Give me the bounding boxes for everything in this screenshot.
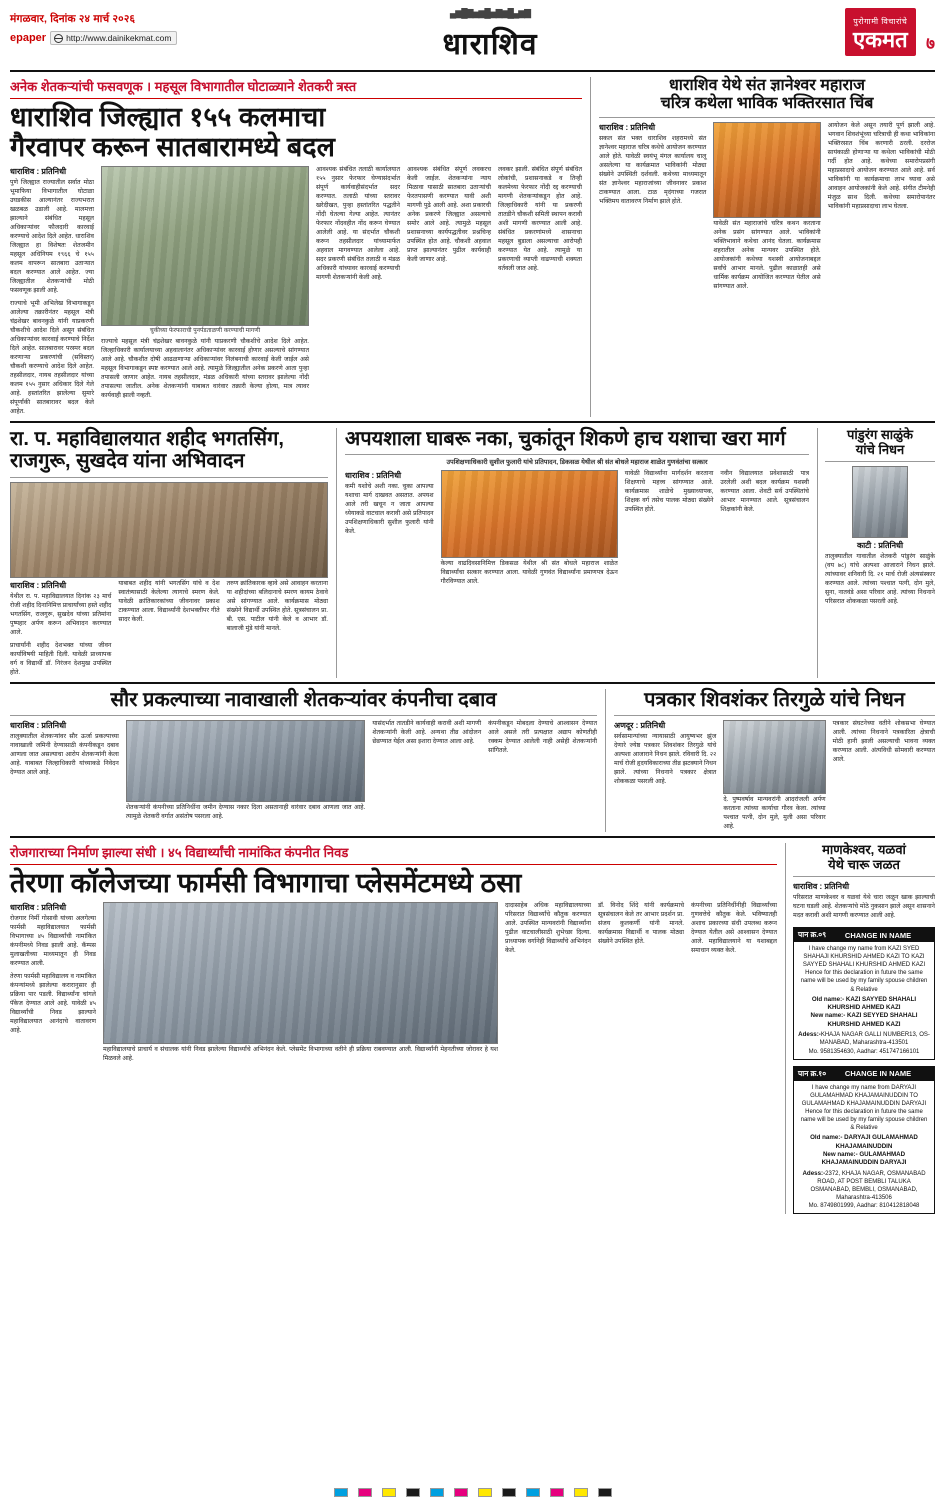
apayshala-subhead: उपशिक्षणाधिकारी सुशील फुलारी यांचे प्रतिपादन, डिकसळ येथील श्री संत बोधले महाराज शाळेत गुणवंतांचा सत्कार bbox=[446, 459, 708, 467]
dnyaneshwar-byline: धाराशिव : प्रतिनिधी bbox=[599, 122, 656, 132]
apayshala-story bbox=[336, 428, 809, 678]
notice-2-old-name: DARYAJI GULAMAHMAD KHAJAMAINUDDIN bbox=[835, 1134, 918, 1150]
lead-col-4 bbox=[407, 166, 491, 417]
tirgule-col-2 bbox=[723, 720, 825, 832]
bhagatsingh-col-2 bbox=[118, 580, 219, 678]
apayshala-col-4 bbox=[720, 470, 809, 587]
color-swatch bbox=[430, 1488, 444, 1497]
lead-col-5 bbox=[498, 166, 582, 417]
notice-2-ref: पान क्र.१० bbox=[798, 1068, 827, 1078]
tirgule-col-1 bbox=[614, 720, 716, 832]
epaper-label: epaper bbox=[10, 32, 47, 44]
notice-1-new-label: New name:- bbox=[810, 1012, 846, 1020]
salunke-rule bbox=[825, 461, 935, 462]
bhagatsingh-col-3 bbox=[227, 580, 328, 678]
dnyaneshwar-col-1 bbox=[599, 122, 706, 292]
lead-columns bbox=[10, 166, 582, 417]
bhagatsingh-text-2: प्राचार्यांनी शहीद देशभक्त यांच्या जीवन कार्याविषयी माहिती दिली. यावेळी प्राध्यापक वर्ग व विद्यार्थी डॉ. निरंजन देशमुख उपस्थित होते. bbox=[10, 641, 112, 676]
masthead-divider bbox=[10, 70, 935, 72]
placement-columns bbox=[10, 902, 777, 1064]
website-url-chip[interactable] bbox=[50, 31, 177, 45]
globe-icon bbox=[54, 34, 63, 43]
section-divider-3 bbox=[10, 836, 935, 838]
page-number: ७ bbox=[926, 34, 935, 54]
section-divider-1 bbox=[10, 421, 935, 423]
apayshala-text-4: नवीन विद्यालयात प्रवेशासाठी पात्र उरलेली अशी बदल कार्यक्रम यशस्वी करण्यात आला. शेवटी सर्व उपस्थितांचे आभार मानण्यात आले. सूत्रसंचालन शिक्षकांनी केले. bbox=[720, 469, 809, 513]
tirgule-portrait bbox=[723, 720, 825, 794]
apayshala-col-3 bbox=[625, 470, 714, 587]
color-swatch bbox=[598, 1488, 612, 1497]
jalat-text-1: परिसरात माणकेश्वर व यळवां येथे चारा जळून खाक झाल्याची घटना घडली आहे. शेतकऱ्यांचे मोठे नुकसान झाले असून शासनाने मदत करावी अशी मागणी करण्यात आली आहे. bbox=[793, 894, 935, 920]
dnyaneshwar-headline-line2: चरित्र कथेला भाविक भक्तिरसात चिंब bbox=[660, 94, 874, 112]
apayshala-text-3: यावेळी विद्यार्थ्यांना मार्गदर्शन करताना शिक्षणाचे महत्त्व सांगण्यात आले. कार्यक्रमास शाळेचे मुख्याध्यापक, शिक्षक वर्ग तसेच पालक मोठ्या संख्येने उपस्थित होते. bbox=[624, 469, 714, 513]
apayshala-rule bbox=[345, 454, 809, 455]
bhagatsingh-text-1: येथील रा. प. महाविद्यालयात दिनांक २३ मार्च रोजी शहीद दिनानिमित्त प्राचार्यांच्या हस्ते शहीद भगतसिंग, राजगुरू, सुखदेव यांच्या प्रतिमांना पुष्पहार अर्पण करून अभिवादन करण्यात आले. bbox=[10, 592, 112, 636]
lead-text-4: आवश्यक संबंधित संपूर्ण लवकरच केली जाईल. शेतकऱ्यांना न्याय मिळावा यासाठी सातबारा उताऱ्यांची फेरतपासणी करण्यात यावी अशी मागणी पुढे आली आहे. अशा प्रकारची अनेक प्रकरणे जिल्ह्यात असल्याचे समोर आले आहे. त्यामुळे महसूल प्रशासनाच्या कार्यपद्धतीवर प्रश्नचिन्ह उपस्थित होत आहे. चौकशी अहवाल प्राप्त झाल्यानंतर पुढील कार्यवाही केली जाणार आहे. bbox=[407, 166, 491, 264]
solar-col-4 bbox=[488, 720, 597, 822]
solar-photo bbox=[126, 720, 365, 802]
placement-text-5: डॉ. विनोद शिंदे यांनी कार्यक्रमाचे सूत्रसंचालन केले तर आभार प्रदर्शन प्रा. संजय कुलकर्णी यांनी मानले. कार्यक्रमास विद्यार्थी व पालक मोठ्या संख्येने उपस्थित होते. bbox=[598, 902, 684, 946]
lead-headline-line1: धाराशिव जिल्ह्यात १५५ कलमाचा bbox=[10, 102, 326, 132]
apayshala-columns bbox=[345, 470, 809, 587]
color-swatch bbox=[526, 1488, 540, 1497]
notice-1-old-name: KAZI SAYYED SHAHALI KHURSHID AHMED KAZI bbox=[827, 995, 917, 1011]
ekmat-name: एकमत bbox=[852, 27, 908, 52]
lead-text-3: आवश्यक संबंधित तलाठी कार्यालयात १५५ नुसार फेरफार घेण्यासंदर्भात संपूर्ण कार्यवाहीसंदर्भात सदर करण्यात. तलाठी यांच्या स्तरावर खरेदीखत, पुन्हा हस्तांतरित पद्धतीने नोंदी घेतल्या गेल्या आहेत. त्यानंतर फेरफार नोंदवहीत नोंद करून घेण्यात आलेली आहे. या संदर्भात चौकशी करून तहसीलदार यांच्यामार्फत अहवाल मागवण्यात आलेला आहे. सदर प्रकरणी संबंधित तलाठी व मंडळ अधिकारी यांच्यावर कारवाई करण्याची मागणी शेतकऱ्यांनी केली आहे. bbox=[316, 166, 400, 282]
masthead-center bbox=[260, 8, 720, 60]
jalat-byline: धाराशिव : प्रतिनिधी bbox=[793, 882, 850, 892]
placement-col-4 bbox=[598, 902, 684, 1064]
apayshala-col-1 bbox=[345, 470, 434, 587]
solar-col-1 bbox=[10, 720, 119, 822]
bhagatsingh-text-4: तरुण क्रांतिकारक व्हावे असे आवाहन करताना या शहीदांच्या बलिदानाचे स्मरण कायम ठेवावे असे सांगण्यात आले. कार्यक्रमास मोठ्या संख्येने विद्यार्थी उपस्थित होते. सूत्रसंचालन प्रा. बी. एस. पाटील यांनी केले व आभार डॉ. बालाजी मुंडे यांनी मानले. bbox=[226, 579, 328, 632]
notice-1-body bbox=[794, 942, 934, 1059]
solar-rule bbox=[10, 715, 597, 716]
apayshala-byline: धाराशिव : प्रतिनिधी bbox=[345, 470, 402, 480]
color-swatch bbox=[358, 1488, 372, 1497]
lead-story bbox=[10, 77, 582, 417]
bhagatsingh-col-1 bbox=[10, 580, 111, 678]
tirgule-text-3: पत्रकार संघटनेच्या वतीने शोकसभा घेण्यात आली. त्यांच्या निधनाने पत्रकारिता क्षेत्राची मोठी हानी झाली असल्याची भावना व्यक्त करण्यात आली. अंत्यविधी सोमवारी करण्यात आले. bbox=[832, 720, 935, 764]
salunke-text-1: तालुक्यातील गावातील शेतकरी पांडुरंग साळुंके (वय ७८) यांचे अल्पशा आजाराने निधन झाले. त्यांच्यावर शनिवारी दि. २१ मार्च रोजी अंत्यसंस्कार करण्यात आले. त्यांच्या पश्चात पत्नी, दोन मुले, सुना, नातवंडे असा परिवार आहे. त्यांच्या निधनाने परिसरात शोककळा पसरली आहे. bbox=[825, 553, 935, 606]
dnyaneshwar-story bbox=[590, 77, 935, 417]
dnyaneshwar-text-2: यावेळी संत महाराजांचे चरित्र कथन करताना अनेक प्रसंग सांगण्यात आले. भाविकांनी भक्तिभावाने कथेचा आनंद घेतला. कार्यक्रमास शहरातील अनेक मान्यवर उपस्थित होते. आयोजकांनी कथेच्या यशस्वी आयोजनाबद्दल सर्वांचे आभार मानले. पुढील काळातही असे धार्मिक कार्यक्रम आयोजित करण्यात येतील असे सांगण्यात आले. bbox=[713, 219, 821, 290]
notice-2-text: I have change my name from DARYAJI GULAMAHMAD KHAJAMAINUDDIN TO GULAMAHMAD KHAJAMAINUDDIN DARYAJI Hence for this declaration in future the same name will be used by my family spouse children & Relative bbox=[800, 1084, 928, 1132]
lead-headline-line2: गैरवापर करून सातबारामध्ये बदल bbox=[10, 132, 335, 163]
lead-col-1 bbox=[10, 166, 94, 417]
placement-col-2 bbox=[103, 902, 498, 1064]
dnyaneshwar-text-1: सकल संत भक्त धाराशिव शहरामध्ये संत ज्ञानेश्वर महाराज चरित्र कथेचे आयोजन करण्यात आले होते. यावेळी स्वयंभू मंगल कार्यालय चालू असलेल्या या कार्यक्रमात भाविकांनी मोठ्या संख्येने उपस्थिती दर्शवली. कथेच्या माध्यमातून संत ज्ञानेश्वर महाराजांच्या जीवनावर प्रकाश टाकण्यात आला. टाळ मृदंगाच्या गजरात भक्तिमय वातावरण निर्माण झाले होते. bbox=[599, 134, 707, 205]
notice-2-new-label: New name:- bbox=[822, 1150, 858, 1158]
notice-2-header bbox=[794, 1067, 934, 1081]
jalat-rule bbox=[793, 876, 935, 877]
notice-1-address-label: Adess:- bbox=[798, 1031, 821, 1039]
salunke-portrait bbox=[852, 466, 908, 538]
masthead bbox=[10, 8, 935, 66]
placement-text-6: कंपनीच्या प्रतिनिधींनीही विद्यार्थ्यांच्या गुणवत्तेचे कौतुक केले. भविष्यातही अशाच प्रकारच्या संधी उपलब्ध करून देण्यात येतील असे आश्वासन देण्यात आले. महाविद्यालयाने या यशाबद्दल समाधान व्यक्त केले. bbox=[691, 902, 777, 955]
apayshala-photo bbox=[441, 470, 618, 558]
tirgule-rule bbox=[614, 715, 935, 716]
color-swatch bbox=[502, 1488, 516, 1497]
placement-photo bbox=[103, 902, 498, 1044]
notice-2-mobile: Mo. 8749801999, Aadhar: 810412818048 bbox=[808, 1203, 920, 1210]
notice-2-body bbox=[794, 1081, 934, 1214]
notice-2-address: 2372, KHAJA NAGAR, OSMANABAD ROAD, AT POST BEMBLI TALUKA OSMANABAD, BEMBLI, OSMANABAD, Maharashtra-413506 bbox=[810, 1170, 926, 1202]
notice-2-old-label: Old name:- bbox=[810, 1134, 843, 1142]
lead-col-3 bbox=[316, 166, 400, 417]
color-swatch bbox=[382, 1488, 396, 1497]
ekmat-logo bbox=[845, 8, 916, 56]
tirgule-story bbox=[605, 689, 935, 832]
placement-text-3: महाविद्यालयाचे प्राचार्य व संचालक यांनी निवड झालेल्या विद्यार्थ्यांचे अभिनंदन केले. प्लेसमेंट विभागाच्या वतीने ही प्रक्रिया राबवण्यात आली. विद्यार्थ्यांनी मेहनतीच्या जोरावर हे यश मिळवले आहे. bbox=[103, 1046, 498, 1063]
placement-byline: धाराशिव : प्रतिनिधी bbox=[10, 903, 67, 913]
apayshala-col-2 bbox=[441, 470, 618, 587]
solar-story bbox=[10, 689, 597, 832]
color-swatch bbox=[334, 1488, 348, 1497]
bhagatsingh-headline-line2: राजगुरू, सुखदेव यांना अभिवादन bbox=[10, 450, 245, 473]
notice-1-text: I have change my name from KAZI SYED SHAHAJI KHURSHID AHMED KAZI TO KAZI SAYYED SHAHALI KHURSHID AHMED KAZI Hence for this declaration in future the same name will be used by my family spouse children & Relative bbox=[800, 946, 928, 993]
bhagatsingh-byline: धाराशिव : प्रतिनिधी bbox=[10, 580, 67, 590]
bhagatsingh-rule bbox=[10, 477, 328, 478]
masthead-right bbox=[720, 8, 935, 56]
solar-columns bbox=[10, 720, 597, 822]
website-url: http://www.dainikekmat.com bbox=[66, 33, 172, 43]
registration-color-bar bbox=[0, 1488, 945, 1497]
top-block bbox=[10, 77, 935, 417]
notice-1-old-label: Old name:- bbox=[811, 995, 845, 1003]
bottom-block bbox=[10, 843, 935, 1214]
color-swatch bbox=[478, 1488, 492, 1497]
epaper-link-row[interactable] bbox=[10, 31, 260, 45]
placement-story bbox=[10, 843, 777, 1214]
salunke-obituary bbox=[817, 428, 935, 678]
dnyaneshwar-col-2 bbox=[713, 122, 820, 292]
tirgule-columns bbox=[614, 720, 935, 832]
dnyaneshwar-rule bbox=[599, 117, 935, 118]
right-rail bbox=[785, 843, 935, 1214]
placement-col-1 bbox=[10, 902, 96, 1064]
section-divider-2 bbox=[10, 682, 935, 684]
bhagatsingh-text-3: याबाबत शहीद यांनी भगतसिंग यांचे व देश स्वातंत्र्यासाठी केलेल्या त्यागाचे स्मरण केले. यावेळी क्रांतिकारकांच्या जीवनावर प्रकाश टाकण्यात आला. विद्यार्थ्यांनी देशभक्तीपर गीते सादर केली. bbox=[118, 579, 220, 623]
placement-kicker-rule bbox=[10, 864, 777, 865]
lead-text-1: पुणे जिल्ह्यात राज्यातील सर्वात मोठा भूमाफिया विभागातील घोटाळा उघडकीस आल्यानंतर राज्यभरात खळबळ उडाली आहे. मालमत्ता झाल्याने संबंधित महसूल अधिकाऱ्यांवर फौजदारी कारवाई करण्याचे आदेश दिले आहेत. धाराशिव जिल्ह्यात हा विशेषतः शेतजमीन महसूल अधिनियम १९६६ चे १५५ कलम वापरून सातबारा उताऱ्यात बदल करण्यात आले आहेत. ज्या जिल्ह्यातील शेतकऱ्यांची मोठी फसवणूक झाली आहे. bbox=[10, 179, 94, 295]
jalat-headline-line1: माणकेश्वर, यळवां bbox=[822, 842, 906, 858]
masthead-left bbox=[10, 8, 260, 45]
change-in-name-notice-2 bbox=[793, 1066, 935, 1215]
notice-1-new-name: KAZI SEYYED SHAHALI KHURSHID AHMED KAZI bbox=[827, 1012, 918, 1028]
skyline-graphic: ▄▆█▇▅▆█▅▇▆█▄▆▇ bbox=[449, 8, 531, 18]
lead-byline: धाराशिव : प्रतिनिधी bbox=[10, 167, 67, 177]
placement-text-2: तेरणा फार्मसी महाविद्यालय व नामांकित कंपन्यांमध्ये झालेल्या करारानुसार ही प्रक्रिया पार पडली. विद्यार्थ्यांना चांगले पॅकेज देण्यात आले आहे. यावेळी ४५ विद्यार्थ्यांची निवड झाल्याने महाविद्यालयात आनंदाचे वातावरण आहे. bbox=[10, 973, 96, 1035]
solar-text-3: यासंदर्भात तातडीने कार्यवाही करावी अशी मागणी शेतकऱ्यांनी केली आहे. अन्यथा तीव्र आंदोलन छेडण्यात येईल असा इशारा देण्यात आला आहे. bbox=[372, 720, 482, 746]
color-swatch bbox=[550, 1488, 564, 1497]
salunke-headline-line2: यांचे निधन bbox=[855, 441, 905, 457]
dnyaneshwar-text-3: आयोजन केले असून तयारी पूर्ण झाली आहे. भगवान शिवशंभूंच्या चरित्राची ही कथा भाविकांना भक्तिरसात चिंब करणारी ठरली. दररोज सायंकाळी होणाऱ्या या कथेला भाविकांची मोठी गर्दी होत आहे. कथेच्या समारोपप्रसंगी महाप्रसादाचे आयोजन करण्यात आले आहे. सर्व भाविकांनी या कार्यक्रमाचा लाभ घ्यावा असे आवाहन आयोजकांनी केले आहे. संगीत टीमनेही मंजुळ साथ दिली. कथेच्या समारोपानंतर भाविकांनी महाप्रसादाचा लाभ घेतला. bbox=[827, 121, 935, 210]
notice-1-header bbox=[794, 928, 934, 942]
notice-1-address: KHAJA NAGAR GALLI NUMBER13, OS-MANABAD, Maharashtra-413501 bbox=[819, 1032, 930, 1047]
solar-headline: सौर प्रकल्पाच्या नावाखाली शेतकऱ्यांवर कंपनीचा दबाव bbox=[110, 688, 497, 711]
second-block bbox=[10, 428, 935, 678]
placement-text-4: दादासाहेब अधिक महाविद्यालयाच्या परिसरात विद्यार्थ्यांचे कौतुक करण्यात आले. उपस्थित मान्यवरांनी विद्यार्थ्यांना पुढील वाटचालीसाठी शुभेच्छा दिल्या. प्राध्यापक वर्गानेही विद्यार्थ्यांचे अभिनंदन केले. bbox=[505, 902, 591, 955]
dnyaneshwar-photo bbox=[713, 122, 820, 218]
third-block bbox=[10, 689, 935, 832]
color-swatch bbox=[574, 1488, 588, 1497]
solar-byline: धाराशिव : प्रतिनिधी bbox=[10, 721, 67, 731]
tirgule-col-3 bbox=[833, 720, 935, 832]
dnyaneshwar-columns bbox=[599, 122, 935, 292]
apayshala-headline: अपयशाला घाबरू नका, चुकांतून शिकणे हाच यशाचा खरा मार्ग bbox=[345, 428, 786, 451]
solar-col-2 bbox=[126, 720, 365, 822]
lead-text-1b: राज्याचे भूमी अभिलेख विभागाकडून आलेल्या तक्रारीनंतर महसूल मंत्री चंद्रशेखर बावनकुळे यांनी याप्रकरणी चौकशीचे आदेश दिले असून संबंधित अधिकाऱ्यांवर कारवाई करण्याचे निर्देश दिले आहेत. सातबारावर परस्पर बदल करणाऱ्या प्रकरणांची (सविस्तर) चौकशी करण्याचे आदेश दिले आहेत. तहसीलदार, नायब तहसीलदार यांच्या कलम १५५ नुसार अधिकार दिले गेले आहे. हस्तांतरित झालेल्या सुमारे संपूर्णांकी सातबारावर बदल केले आहेत. bbox=[10, 300, 94, 416]
apayshala-text-1: कमी यशोचे अशी नका. चुका आपल्या यशाचा मार्ग दाखवत असतात. अपयश आले तरी खचून न जाता आपल्या ध्येयाकडे वाटचाल करावी असे प्रतिपादन उपशिक्षणाधिकारी सुशील फुलारी यांनी केले. bbox=[345, 482, 434, 535]
notice-2-new-name: GULAMAHMAD KHAJAMAINUDDIN DARYAJI bbox=[821, 1150, 907, 1167]
newspaper-title: धाराशिव bbox=[442, 28, 538, 61]
notice-1-mobile: Mo. 9581354630, Aadhar: 451747166101 bbox=[808, 1048, 920, 1055]
placement-text-1: रोजगार निर्मी गोसावी यांच्या अलगेल्या फार्मसी महाविद्यालयात फार्मसी विभागाच्या ४५ विद्यार्थ्यांची नामांकित कंपनीमध्ये निवड झाली आहे. कॅम्पस मुलाखतीच्या माध्यमातून ही निवड करण्यात आली. bbox=[10, 915, 96, 968]
bhagatsingh-headline-line1: रा. प. महाविद्यालयात शहीद भगतसिंग, bbox=[10, 428, 284, 451]
lead-photo bbox=[101, 166, 309, 326]
bhagatsingh-story bbox=[10, 428, 328, 678]
tirgule-text-1: सर्वसामान्यांच्या न्यायासाठी आयुष्यभर झुंज देणारे ज्येष्ठ पत्रकार शिवशंकर तिरगुळे यांचे अल्पशा आजाराने निधन झाले. रविवारी दि. २२ मार्च रोजी हृदयविकाराच्या तीव्र झटक्याने निधन झाले. त्यांच्या निधनाने पत्रकार क्षेत्रात शोककळा पसरली आहे. bbox=[614, 733, 717, 786]
bhagatsingh-photo bbox=[10, 482, 328, 578]
lead-col-2 bbox=[101, 166, 309, 417]
lead-photo-caption: चुकीच्या फेरफाराची पुनर्पडताळणी करण्याची मागणी bbox=[149, 328, 261, 335]
apayshala-text-2: केल्या वाढदिवसानिमित्त डिकसळ येथील श्री संत बोधले महाराज शाळेत विद्यार्थ्यांचा सत्कार करण्यात आला. यावेळी गुणवंत विद्यार्थ्यांना प्रमाणपत्र देऊन गौरविण्यात आले. bbox=[440, 559, 618, 585]
lead-kicker: अनेक शेतकऱ्यांची फसवणूक । महसूल विभागातील घोटाळ्याने शेतकरी त्रस्त bbox=[10, 79, 357, 94]
solar-text-4: कंपनीकडून मोबदला देण्याचे आश्वासन देण्यात आले असले तरी प्रत्यक्षात अद्याप कोणतीही रक्कम देण्यात आलेली नाही असेही शेतकऱ्यांनी सांगितले. bbox=[488, 720, 597, 755]
ekmat-tagline: पुरोगामी विचारांचे bbox=[853, 17, 908, 26]
notice-1-ref: पान क्र.०९ bbox=[798, 930, 827, 940]
bhagatsingh-columns bbox=[10, 580, 328, 678]
tirgule-text-2: दे. पुष्पवर्षाव मान्यवरांनी आदरांजली अर्पण करताना त्यांच्या कार्याचा गौरव केला. त्यांच्या पश्चात पत्नी, दोन मुले, मुली असा परिवार आहे. bbox=[723, 796, 826, 831]
salunke-byline: काटी : प्रतिनिधी bbox=[856, 541, 904, 551]
publication-date: मंगळवार, दिनांक २४ मार्च २०२६ bbox=[10, 13, 136, 25]
dnyaneshwar-headline-line1: धाराशिव येथे संत ज्ञानेश्वर महाराज bbox=[668, 77, 866, 94]
lead-text-2: राज्याचे महसूल मंत्री चंद्रशेखर बावनकुळे यांनी याप्रकरणी चौकशीचे आदेश दिले आहेत. जिल्हाधिकारी कार्यालयाच्या अहवालानंतर अधिकाऱ्यांवर कारवाई होणार असल्याचे सांगण्यात आले आहे. चौकशीत दोषी आढळणाऱ्या अधिकाऱ्यांवर निलंबनाची कारवाई केली जाईल असे महसूल विभागाकडून स्पष्ट करण्यात आले आहे. त्यामुळे जिल्ह्यातील अनेक प्रकरणे आता पुन्हा तपासली जाणार आहेत. नायब तहसीलदार, मंडळ अधिकारी यांच्या स्तरावर झालेल्या नोंदी तपासल्या जातील. अनेक शेतकऱ्यांनी याबाबत वारंवार तक्रारी केल्या होत्या, मात्र त्यावर कार्यवाही झाली नव्हती. bbox=[101, 338, 309, 400]
salunke-headline-line1: पांडुरंग साळुंके bbox=[847, 427, 913, 443]
notice-2-address-label: Adess:- bbox=[802, 1169, 826, 1177]
change-in-name-notice-1 bbox=[793, 927, 935, 1060]
lead-kicker-rule bbox=[10, 98, 582, 99]
placement-kicker: रोजगाराच्या निर्माण झाल्या संधी । ४५ विद्यार्थ्यांची नामांकित कंपनीत निवड bbox=[10, 845, 349, 861]
tirgule-headline: पत्रकार शिवशंकर तिरगुळे यांचे निधन bbox=[644, 688, 905, 711]
solar-text-2: शेतकऱ्यांनी कंपनीच्या प्रतिनिधींना जमीन देण्यास नकार दिला असतानाही वारंवार दबाव आणला जात आहे. त्यामुळे शेतकरी वर्गात असंतोष पसरला आहे. bbox=[125, 804, 366, 821]
jalat-headline-line2: येथे चारू जळत bbox=[828, 856, 900, 872]
tirgule-byline: अणदूर : प्रतिनिधी bbox=[614, 721, 666, 731]
placement-col-5 bbox=[691, 902, 777, 1064]
lead-text-5: लवकर झाली. संबंधित संपूर्ण संबंधित लोकांची, प्रशासनाकडे व तिन्ही कलमेच्या फेरफार नोंदी रद्द करण्याची मागणी शेतकऱ्यांकडून होत आहे. जिल्हाधिकारी यांनी या प्रकरणी तातडीने चौकशी समिती स्थापन करावी अशी मागणी करण्यात आली आहे. संबंधित प्रकरणांमध्ये शासनाचा महसूल बुडाला असल्याचा आरोपही करण्यात येत आहे. त्यामुळे या प्रकरणाची व्याप्ती वाढण्याची शक्यता वर्तवली जात आहे. bbox=[498, 166, 582, 273]
placement-col-3 bbox=[505, 902, 591, 1064]
solar-col-3 bbox=[372, 720, 481, 822]
color-swatch bbox=[406, 1488, 420, 1497]
color-swatch bbox=[454, 1488, 468, 1497]
notice-2-title: CHANGE IN NAME bbox=[844, 1069, 912, 1079]
notice-1-title: CHANGE IN NAME bbox=[844, 930, 912, 940]
solar-text-1: तालुक्यातील शेतकऱ्यांवर सौर ऊर्जा प्रकल्पाच्या नावाखाली जमिनी देण्यासाठी कंपनीकडून दबाव आणला जात असल्याचा आरोप शेतकऱ्यांनी केला आहे. याबाबत जिल्हाधिकारी यांच्याकडे निवेदन देण्यात आले आहे. bbox=[10, 733, 119, 777]
placement-headline: तेरणा कॉलेजच्या फार्मसी विभागाचा प्लेसमेंटमध्ये ठसा bbox=[10, 868, 522, 899]
dnyaneshwar-col-3 bbox=[828, 122, 935, 292]
